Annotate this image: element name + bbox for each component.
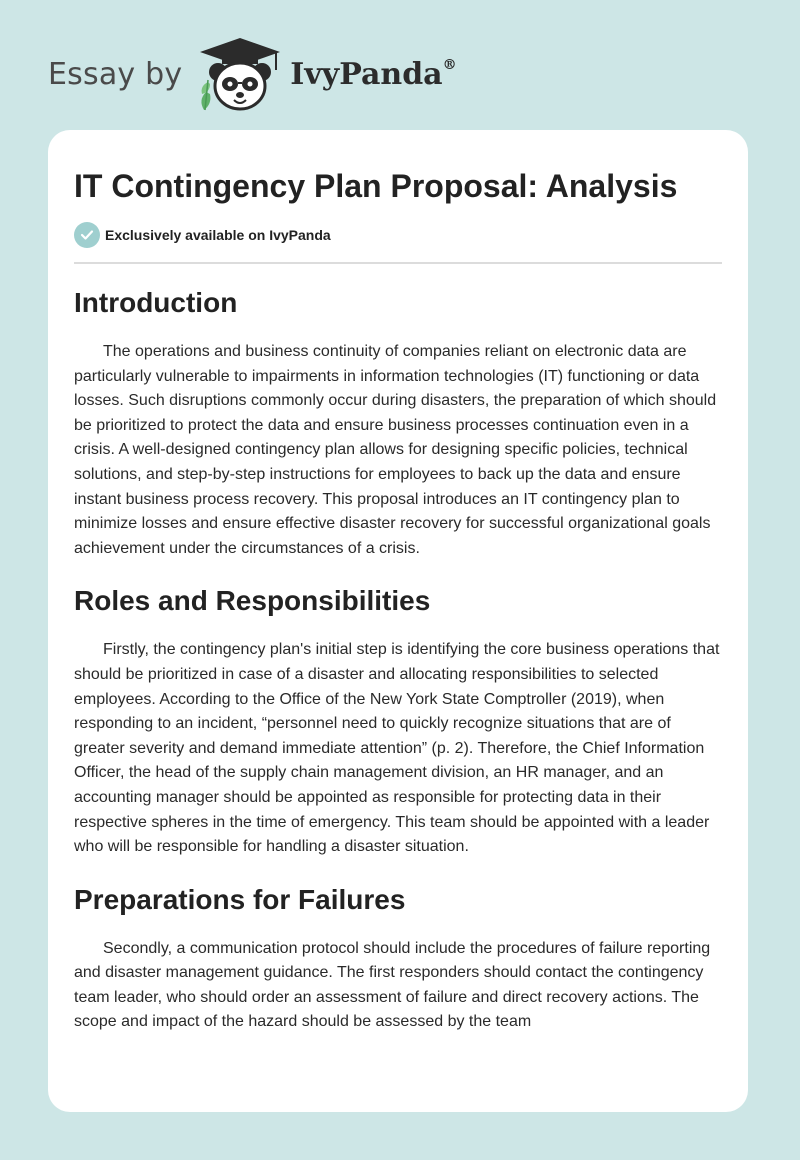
section-introduction (74, 286, 722, 561)
page-title: IT Contingency Plan Proposal: Analysis (74, 168, 678, 204)
section-heading: Introduction (74, 287, 238, 318)
section-roles-responsibilities (74, 584, 722, 859)
section-preparations-failures (74, 883, 722, 1035)
brand-name: IvyPanda® (290, 56, 457, 92)
title-divider (74, 262, 722, 264)
section-paragraph: The operations and business continuity of companies reliant on electronic data are particularly vulnerable to impairments in information technologies (IT) functioning or data losses. Such disruptions commonly occur during disasters, the preparation of which should be prioritized to protect the data and ensure business processes continuation even in a crisis. A well-designed contingency plan allows for designing specific policies, technical solutions, and step-by-step instructions for employees to back up the data and ensure instant business process recovery. This proposal introduces an IT contingency plan to minimize losses and ensure effective disaster recovery for successful organizational goals achievement under the circumstances of a crisis. (74, 343, 717, 557)
section-paragraph: Secondly, a communication protocol should include the procedures of failure reporting and disaster management guidance. The first responders should contact the contingency team leader, who should order an assessment of failure and direct recovery actions. The scope and impact of the hazard should be assessed by the team (74, 939, 711, 1031)
section-heading: Roles and Responsibilities (74, 585, 431, 617)
check-circle-icon (74, 222, 100, 248)
registered-mark: ® (442, 56, 457, 73)
essay-card (48, 130, 748, 1112)
site-header (48, 34, 457, 114)
brand-prefix: Essay by (48, 56, 183, 92)
section-paragraph: Firstly, the contingency plan's initial step is identifying the core business operations that should be prioritized in case of a disaster and allocating responsibilities to selected employees. According to the Office of the New York State Comptroller (2019), when responding to an incident, “personnel need to quickly recognize situations that are of greater severity and demand immediate attention” (p. 2). Therefore, the Chief Information Officer, the head of the supply chain management division, an HR manager, and an accounting manager should be appointed as responsible for protecting data in their respective spheres in the time of emergency. This team should be appointed with a leader who will be responsible for handling a disaster situation. (74, 641, 720, 856)
exclusive-label: Exclusively available on IvyPanda (105, 227, 331, 243)
section-heading: Preparations for Failures (74, 883, 406, 915)
panda-graduate-icon (196, 34, 284, 114)
exclusive-badge (74, 222, 722, 248)
